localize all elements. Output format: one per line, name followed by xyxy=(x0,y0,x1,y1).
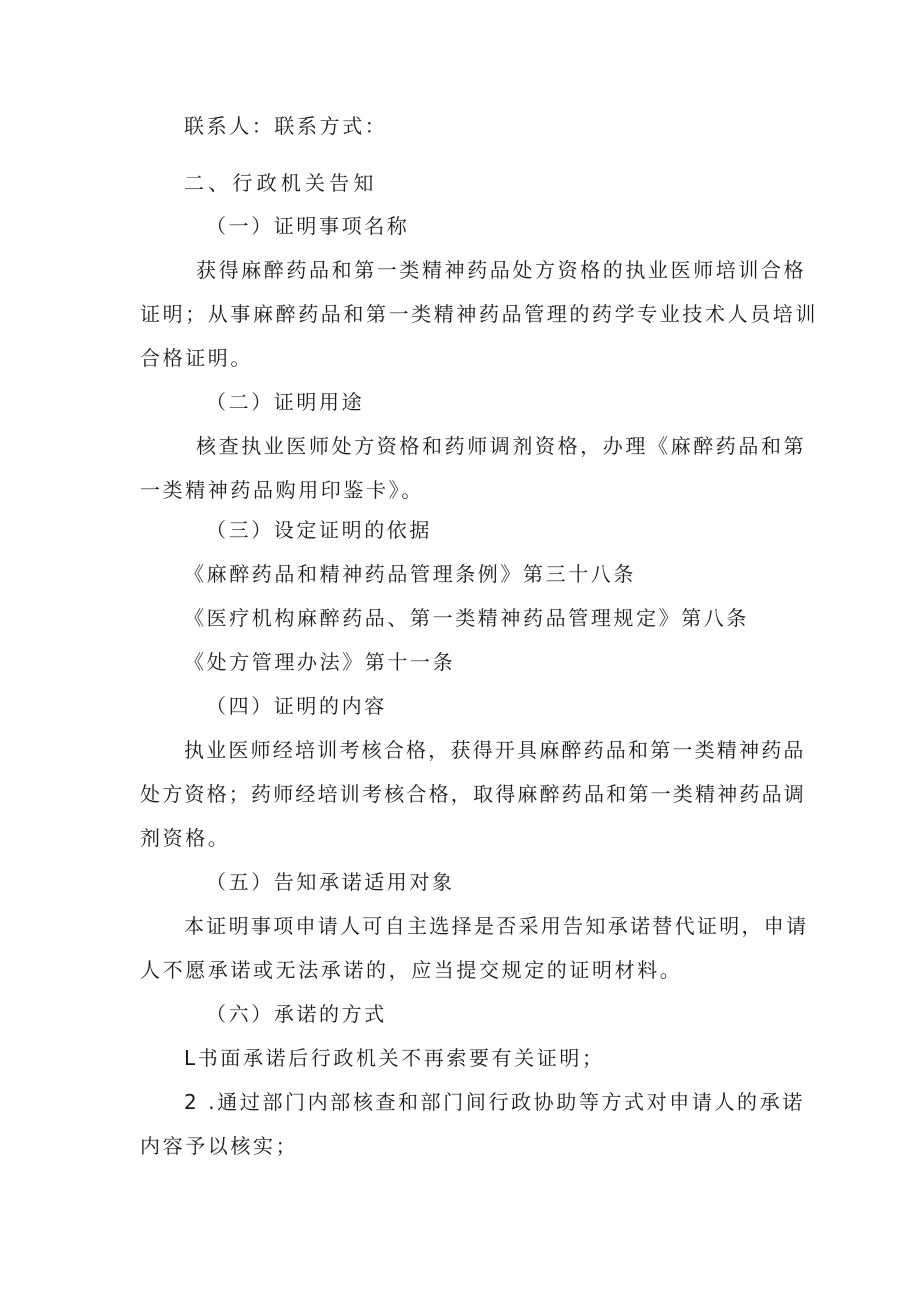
subsection-heading-2: （二）证明用途 xyxy=(206,390,365,414)
list-item-1: L书面承诺后行政机关不再索要有关证明； xyxy=(184,1046,605,1070)
legal-basis-line: 《麻醉药品和精神药品管理条例》第三十八条 xyxy=(184,562,636,586)
paragraph-line: 处方资格；药师经培训考核合格，取得麻醉药品和第一类精神药品调 xyxy=(140,782,806,806)
subsection-heading-4: （四）证明的内容 xyxy=(206,694,387,718)
subsection-heading-1: （一）证明事项名称 xyxy=(206,214,410,238)
contact-line: 联系人：联系方式： xyxy=(184,114,388,138)
paragraph-line: 获得麻醉药品和第一类精神药品处方资格的执业医师培训合格 xyxy=(196,258,807,282)
subsection-heading-3: （三）设定证明的依据 xyxy=(206,518,432,542)
subsection-heading-6: （六）承诺的方式 xyxy=(206,1002,387,1026)
section-heading-administrative-notice: 二、行政机关告知 xyxy=(184,171,378,195)
legal-basis-line: 《处方管理办法》第十一条 xyxy=(184,650,456,674)
paragraph-line: 核查执业医师处方资格和药师调剂资格，办理《麻醉药品和第 xyxy=(196,434,807,458)
paragraph-line: 本证明事项申请人可自主选择是否采用告知承诺替代证明，申请 xyxy=(184,914,809,938)
paragraph-line: 一类精神药品购用印鉴卡》。 xyxy=(140,478,424,502)
paragraph-line: 剂资格。 xyxy=(140,826,231,850)
paragraph-line: 执业医师经培训考核合格，获得开具麻醉药品和第一类精神药品 xyxy=(184,738,806,762)
legal-basis-line: 《医疗机构麻醉药品、第一类精神药品管理规定》第八条 xyxy=(184,606,749,630)
paragraph-line: 合格证明。 xyxy=(140,346,253,370)
list-item-2-continuation: 内容予以核实； xyxy=(140,1134,299,1158)
paragraph-line: 人不愿承诺或无法承诺的，应当提交规定的证明材料。 xyxy=(140,958,683,982)
paragraph-line: 证明；从事麻醉药品和第一类精神药品管理的药学专业技术人员培训 xyxy=(140,302,818,326)
list-item-2: 2 .通过部门内部核查和部门间行政协助等方式对申请人的承诺 xyxy=(184,1090,805,1114)
subsection-heading-5: （五）告知承诺适用对象 xyxy=(206,870,455,894)
